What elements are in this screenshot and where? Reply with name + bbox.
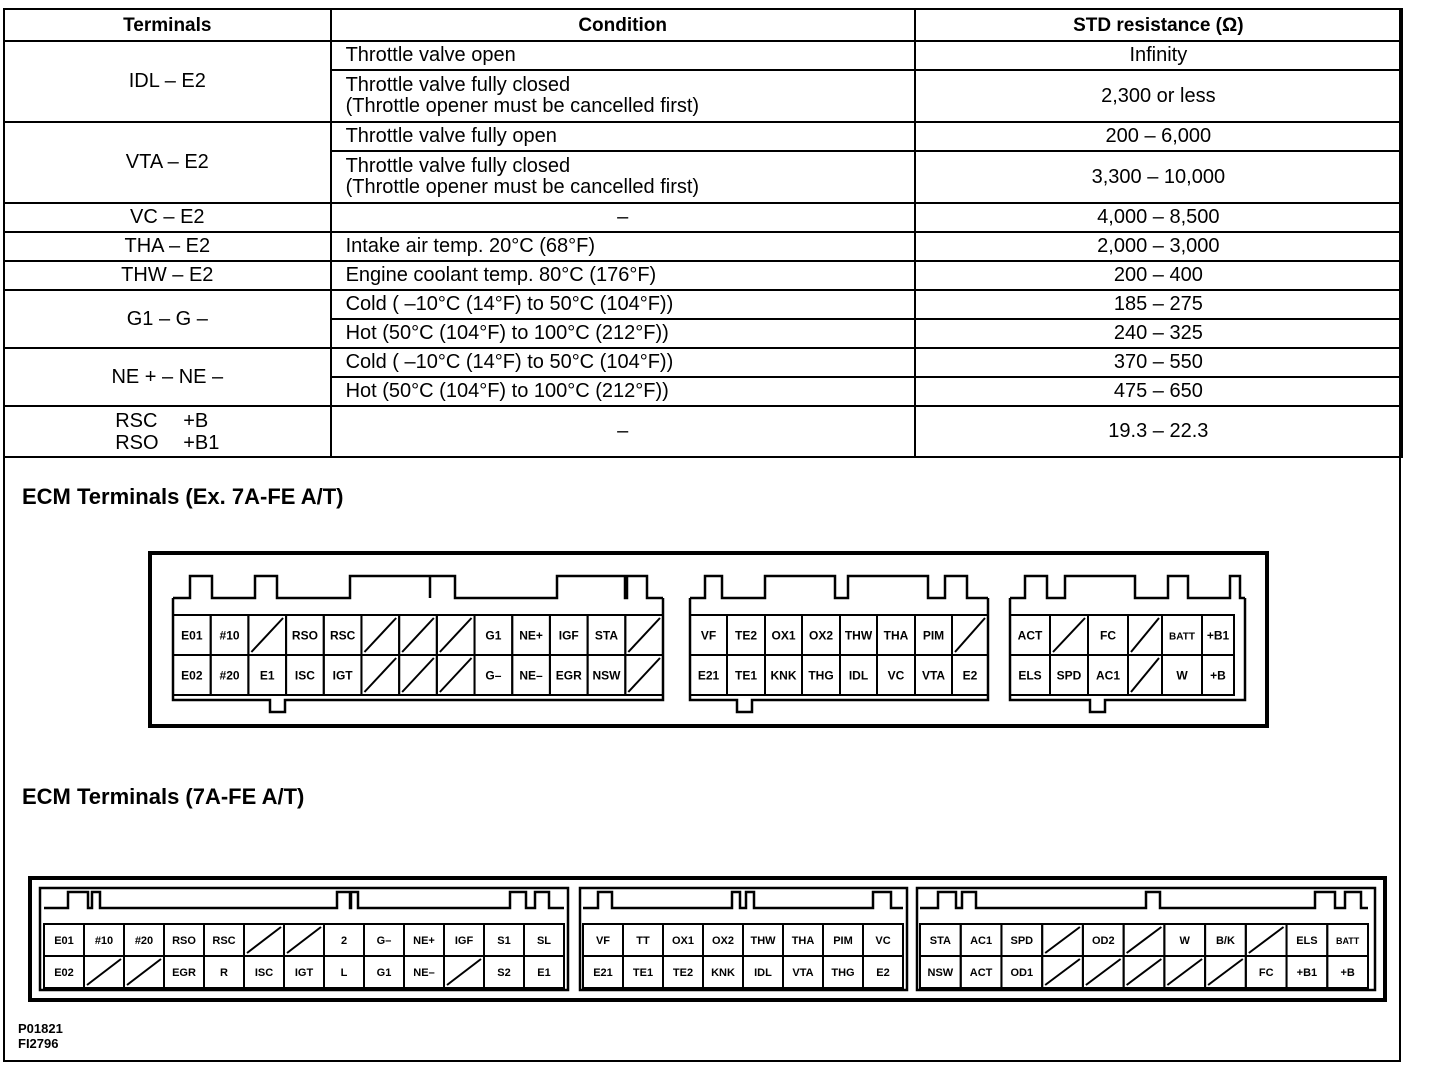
terminal-label: NSW: [927, 966, 954, 979]
terminal-label: IGT: [332, 668, 353, 683]
condition-cell: Hot (50°C (104°F) to 100°C (212°F)): [331, 377, 915, 406]
condition-cell: Intake air temp. 20°C (68°F): [331, 232, 915, 261]
terminal-label: NE+: [413, 934, 435, 947]
terminal-label: ACT: [1017, 628, 1043, 643]
terminal-label: E01: [54, 934, 74, 947]
resistance-cell: 4,000 – 8,500: [915, 203, 1402, 232]
blank-terminal-slash: [1208, 959, 1243, 985]
terminal-label: BATT: [1335, 935, 1360, 946]
terminal-label: AC1: [1095, 668, 1121, 683]
terminal-label: #20: [219, 668, 240, 683]
terminal-label: +B: [1340, 966, 1355, 979]
terminal-label: +B: [1210, 668, 1226, 683]
terminal-label: TE1: [734, 668, 758, 683]
terminals-cell: G1 – G –: [4, 290, 331, 348]
terminal-label: THG: [808, 668, 834, 683]
resistance-cell: 240 – 325: [915, 319, 1402, 348]
terminal-label: IGF: [558, 628, 579, 643]
blank-terminal-slash: [1045, 927, 1080, 953]
terminal-label: PIM: [833, 934, 853, 947]
terminal-label: NE+: [519, 628, 543, 643]
blank-terminal-slash: [402, 658, 434, 692]
terminal-label: W: [1176, 668, 1188, 683]
terminal-label: NE–: [519, 668, 543, 683]
blank-terminal-slash: [287, 927, 321, 953]
resistance-cell: 2,300 or less: [915, 70, 1402, 122]
blank-terminal-slash: [364, 658, 396, 692]
connector-tabs: [44, 892, 564, 908]
terminals-cell: IDL – E2: [4, 41, 331, 122]
diagram-title-7afe: ECM Terminals (7A-FE A/T): [22, 784, 305, 809]
connector-tabs: [583, 892, 903, 908]
blank-terminal-slash: [440, 618, 472, 652]
terminal-label: STA: [929, 934, 951, 947]
terminal-label: G1: [485, 628, 502, 643]
terminal-label: TE1: [632, 966, 654, 979]
terminal-label: E2: [962, 668, 978, 683]
terminal-label: FC: [1100, 628, 1116, 643]
terminals-cell: VC – E2: [4, 203, 331, 232]
terminal-label: FC: [1258, 966, 1274, 979]
resistance-cell: 370 – 550: [915, 348, 1402, 377]
terminal-label: EGR: [172, 966, 196, 979]
condition-cell: Cold ( –10°C (14°F) to 50°C (104°F)): [331, 290, 915, 319]
header-condition: Condition: [331, 9, 915, 41]
terminal-label: OD2: [1091, 934, 1115, 947]
blank-terminal-slash: [628, 658, 660, 692]
resistance-cell: 2,000 – 3,000: [915, 232, 1402, 261]
terminal-label: THW: [844, 628, 873, 643]
terminal-label: G–: [376, 934, 392, 947]
terminal-label: SPD: [1056, 668, 1082, 683]
terminals-cell: VTA – E2: [4, 122, 331, 203]
terminal-label: KNK: [770, 668, 797, 683]
terminal-label: +B1: [1296, 966, 1318, 979]
blank-terminal-slash: [1086, 959, 1121, 985]
terminal-label: THA: [883, 628, 909, 643]
terminal-label: #10: [94, 934, 114, 947]
terminal-label: E2: [876, 966, 890, 979]
terminal-label: EGR: [555, 668, 582, 683]
terminal-label: IGF: [454, 934, 474, 947]
blank-terminal-slash: [251, 618, 283, 652]
blank-terminal-slash: [402, 618, 434, 652]
terminals-cell: THW – E2: [4, 261, 331, 290]
terminal-label: S1: [497, 934, 511, 947]
blank-terminal-slash: [247, 927, 281, 953]
terminal-label: NE–: [413, 966, 435, 979]
resistance-cell: 185 – 275: [915, 290, 1402, 319]
blank-terminal-slash: [1127, 959, 1162, 985]
resistance-cell: 19.3 – 22.3: [915, 406, 1402, 457]
condition-cell: Throttle valve fully closed (Throttle opener must be cancelled first): [331, 70, 915, 122]
terminal-label: OX1: [671, 934, 695, 947]
terminal-label: TE2: [734, 628, 758, 643]
connector-tabs: [173, 576, 663, 598]
terminal-label: THG: [831, 966, 855, 979]
connector-tabs: [690, 576, 988, 598]
terminal-label: W: [1179, 934, 1190, 947]
terminal-label: IGT: [294, 966, 314, 979]
sheet-code: P01821: [18, 1021, 63, 1036]
terminals-cell: THA – E2: [4, 232, 331, 261]
condition-cell: Throttle valve fully open: [331, 122, 915, 151]
blank-terminal-slash: [1045, 959, 1080, 985]
terminal-label: OD1: [1010, 966, 1034, 979]
terminal-label: IDL: [848, 668, 869, 683]
blank-terminal-slash: [127, 959, 161, 985]
blank-terminal-slash: [628, 618, 660, 652]
sheet-code: FI2796: [18, 1036, 59, 1051]
terminal-label: THW: [750, 934, 776, 947]
blank-terminal-slash: [1131, 658, 1159, 692]
connector-tabs: [920, 892, 1368, 908]
terminal-label: VTA: [792, 966, 814, 979]
condition-cell: –: [331, 406, 915, 457]
condition-cell: Cold ( –10°C (14°F) to 50°C (104°F)): [331, 348, 915, 377]
terminal-label: ACT: [969, 966, 993, 979]
terminal-label: VF: [700, 628, 717, 643]
terminal-label: E01: [181, 628, 203, 643]
terminal-label: R: [220, 966, 228, 979]
resistance-cell: Infinity: [915, 41, 1402, 70]
terminal-label: RSO: [172, 934, 196, 947]
terminal-label: ELS: [1018, 668, 1042, 683]
blank-terminal-slash: [1127, 927, 1162, 953]
blank-terminal-slash: [87, 959, 121, 985]
terminal-label: STA: [594, 628, 619, 643]
terminal-label: B/K: [1215, 934, 1235, 947]
terminal-label: S2: [497, 966, 511, 979]
condition-cell: Engine coolant temp. 80°C (176°F): [331, 261, 915, 290]
terminal-label: THA: [791, 934, 815, 947]
blank-terminal-slash: [1053, 618, 1085, 652]
blank-terminal-slash: [440, 658, 472, 692]
terminal-label: BATT: [1169, 631, 1195, 643]
condition-cell: Throttle valve fully closed (Throttle opener must be cancelled first): [331, 151, 915, 203]
terminal-label: L: [340, 966, 348, 979]
terminal-label: TE2: [672, 966, 694, 979]
terminal-label: E1: [537, 966, 551, 979]
terminal-label: E02: [54, 966, 74, 979]
blank-terminal-slash: [447, 959, 481, 985]
rsc-rso-terminals: RSC +B RSO +B1: [115, 409, 220, 454]
terminal-label: NSW: [592, 668, 621, 683]
terminal-label: RSC: [329, 628, 356, 643]
terminal-label: SL: [536, 934, 552, 947]
blank-terminal-slash: [955, 618, 985, 652]
terminal-label: VC: [887, 668, 905, 683]
terminal-label: ELS: [1296, 934, 1318, 947]
header-resistance: STD resistance (Ω): [915, 9, 1402, 41]
terminal-label: ISC: [254, 966, 274, 979]
condition-cell: –: [331, 203, 915, 232]
resistance-cell: 200 – 6,000: [915, 122, 1402, 151]
terminal-label: E02: [181, 668, 203, 683]
terminal-label: G–: [485, 668, 502, 683]
blank-terminal-slash: [1131, 618, 1159, 652]
terminal-label: TT: [636, 934, 650, 947]
terminal-label: #20: [134, 934, 154, 947]
header-terminals: Terminals: [4, 9, 331, 41]
terminal-label: 2: [340, 934, 348, 947]
terminal-label: SPD: [1010, 934, 1034, 947]
terminal-label: VC: [875, 934, 891, 947]
terminal-label: E21: [697, 668, 720, 683]
blank-terminal-slash: [1249, 927, 1284, 953]
terminal-label: OX1: [771, 628, 796, 643]
resistance-cell: 3,300 – 10,000: [915, 151, 1402, 203]
terminal-label: VTA: [921, 668, 946, 683]
terminal-label: AC1: [970, 934, 993, 947]
terminal-label: OX2: [711, 934, 735, 947]
resistance-cell: 475 – 650: [915, 377, 1402, 406]
condition-cell: Throttle valve open: [331, 41, 915, 70]
terminal-label: IDL: [754, 966, 772, 979]
condition-cell: Hot (50°C (104°F) to 100°C (212°F)): [331, 319, 915, 348]
terminal-label: VF: [595, 934, 611, 947]
terminal-label: KNK: [711, 966, 735, 979]
terminal-label: #10: [219, 628, 240, 643]
diagram-title-ex: ECM Terminals (Ex. 7A-FE A/T): [22, 484, 344, 509]
terminal-label: G1: [376, 966, 392, 979]
blank-terminal-slash: [1167, 959, 1202, 985]
terminal-label: +B1: [1206, 628, 1230, 643]
terminal-label: E21: [593, 966, 613, 979]
terminals-cell: NE + – NE –: [4, 348, 331, 406]
terminal-label: PIM: [922, 628, 945, 643]
terminal-label: OX2: [808, 628, 834, 643]
blank-terminal-slash: [364, 618, 396, 652]
terminal-label: RSO: [291, 628, 318, 643]
terminal-label: ISC: [294, 668, 315, 683]
terminal-label: RSC: [212, 934, 236, 947]
resistance-cell: 200 – 400: [915, 261, 1402, 290]
connector-tabs: [1010, 576, 1245, 598]
terminal-label: E1: [259, 668, 275, 683]
